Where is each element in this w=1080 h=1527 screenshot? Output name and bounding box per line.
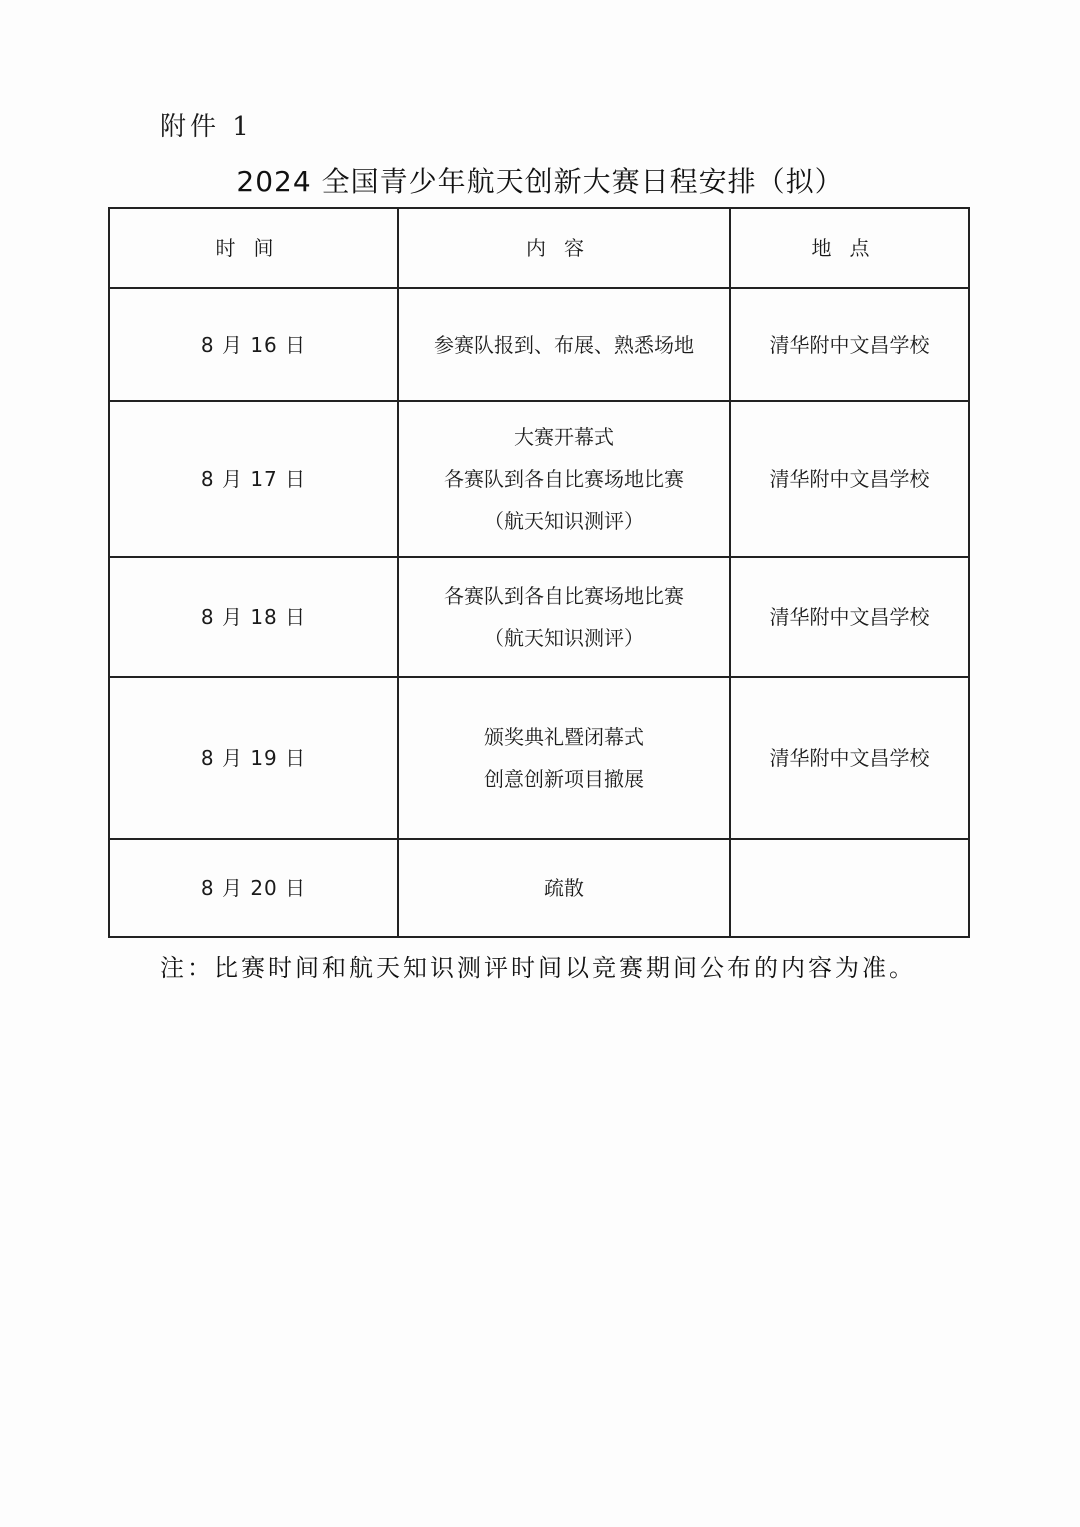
row-place: 清华附中文昌学校 (730, 677, 969, 839)
row-place: 清华附中文昌学校 (730, 288, 969, 401)
header-time: 时间 (109, 208, 398, 288)
content-line: 疏散 (544, 876, 584, 900)
row-place: 清华附中文昌学校 (730, 401, 969, 557)
document-title: 2024 全国青少年航天创新大赛日程安排（拟） (236, 165, 844, 198)
row-place: 清华附中文昌学校 (730, 557, 969, 677)
row-content (398, 288, 730, 401)
content-line: 创意创新项目撤展 (484, 767, 644, 791)
content-line: 大赛开幕式 (514, 425, 614, 449)
row-date: 8 月 16 日 (109, 288, 398, 401)
row-date: 8 月 19 日 (109, 677, 398, 839)
row-content (398, 557, 730, 677)
content-line: 各赛队到各自比赛场地比赛 (444, 467, 684, 491)
content-line: （航天知识测评） (484, 626, 644, 650)
row-content (398, 401, 730, 557)
content-line: 参赛队报到、布展、熟悉场地 (434, 332, 694, 357)
row-date: 8 月 18 日 (109, 557, 398, 677)
row-content (398, 839, 730, 937)
content-line: 各赛队到各自比赛场地比赛 (444, 584, 684, 608)
row-place (730, 839, 969, 937)
row-content (398, 677, 730, 839)
attachment-label: 附件 1 (160, 112, 253, 142)
header-content: 内容 (398, 208, 730, 288)
table-row (109, 557, 969, 677)
header-place: 地点 (730, 208, 969, 288)
row-date: 8 月 20 日 (109, 839, 398, 937)
schedule-table (108, 207, 970, 938)
row-date: 8 月 17 日 (109, 401, 398, 557)
content-line: （航天知识测评） (484, 509, 644, 533)
footnote: 注：比赛时间和航天知识测评时间以竞赛期间公布的内容为准。 (160, 954, 916, 982)
table-row (109, 401, 969, 557)
content-line: 颁奖典礼暨闭幕式 (484, 725, 644, 749)
table-header-row (109, 208, 969, 288)
table-row (109, 677, 969, 839)
table-row (109, 839, 969, 937)
table-row (109, 288, 969, 401)
